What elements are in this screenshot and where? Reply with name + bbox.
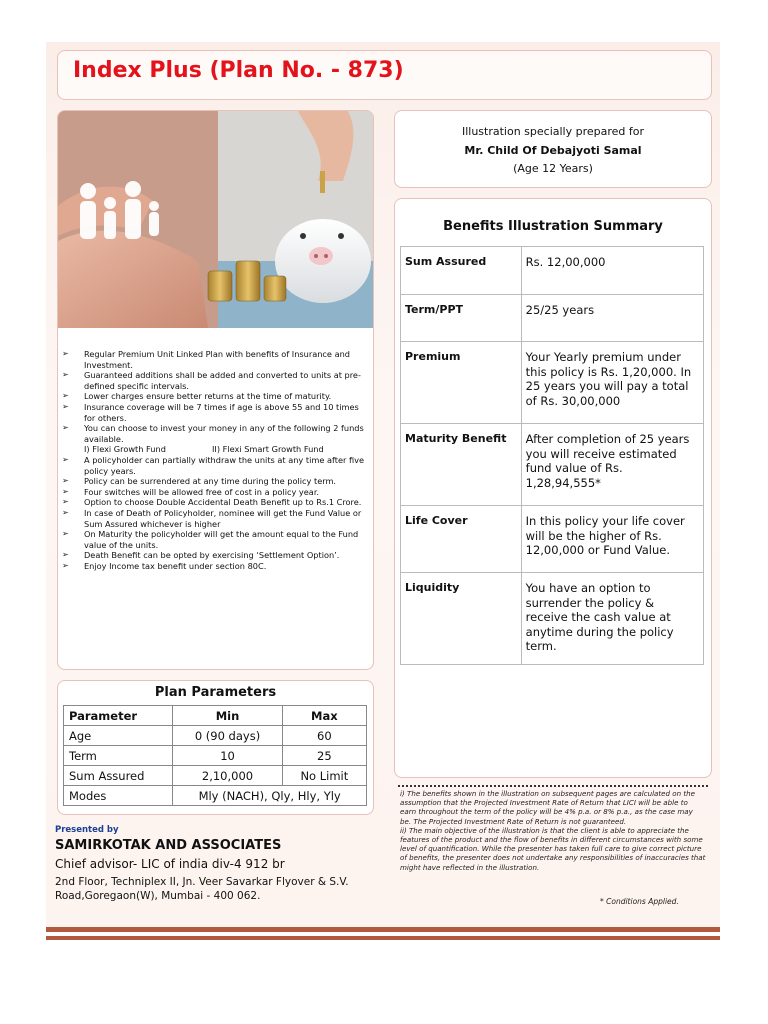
summary-label: Maturity Benefit	[401, 424, 522, 506]
table-row	[401, 247, 704, 295]
table-row	[64, 766, 367, 786]
summary-label: Liquidity	[401, 573, 522, 665]
disclaimer	[400, 789, 706, 872]
table-cell: 25	[282, 746, 366, 766]
table-cell: Sum Assured	[64, 766, 173, 786]
table-cell: 10	[173, 746, 282, 766]
arrow-bullet-icon: ➢	[62, 507, 69, 517]
list-item: ➢ Policy can be surrendered at any time during the policy term.	[62, 476, 337, 487]
column-header: Parameter	[64, 706, 173, 726]
list-item: ➢ On Maturity the policyholder will get the amount equal to the Fund value of the units.	[62, 529, 359, 550]
arrow-bullet-icon: ➢	[62, 476, 69, 486]
prepared-for-box	[394, 110, 712, 188]
prepared-for-label: Illustration specially prepared for	[461, 125, 645, 138]
list-item: ➢ Option to choose Double Accidental Death Benefit up to Rs.1 Crore.	[62, 497, 362, 508]
table-cell: 60	[282, 726, 366, 746]
summary-value: Rs. 12,00,000	[521, 247, 703, 295]
hero-illustration	[58, 111, 374, 328]
features-panel	[57, 110, 374, 670]
benefits-summary-table	[400, 246, 704, 665]
list-item: ➢ In case of Death of Policyholder, nominee will get the Fund Value or Sum Assured whichever is higher	[62, 507, 362, 529]
table-row	[401, 573, 704, 665]
hero-image	[58, 111, 374, 328]
summary-label: Term/PPT	[401, 295, 522, 342]
presented-by-label: Presented by	[55, 825, 119, 835]
arrow-bullet-icon: ➢	[62, 454, 69, 464]
table-cell: Age	[64, 726, 173, 746]
list-item: ➢ Four switches will be allowed free of cost in a policy year.	[62, 486, 320, 497]
table-cell: 0 (90 days)	[173, 726, 282, 746]
plan-parameters-panel	[57, 680, 374, 815]
summary-label: Sum Assured	[401, 247, 522, 295]
table-cell: No Limit	[282, 766, 366, 786]
column-header: Max	[282, 706, 366, 726]
summary-value: You have an option to surrender the policy & receive the cash value at anytime during the policy term.	[521, 573, 703, 665]
table-row	[64, 746, 367, 766]
title-box	[57, 50, 712, 100]
table-cell: Mly (NACH), Qly, Hly, Yly	[173, 786, 367, 806]
disclaimer-i: i) The benefits shown in the illustration on subsequent pages are calculated on the assumption that the Projected Investment Rate of Return that LICI will be able to earn throughout the term of the policy will be 4% p.a. or 8% p.a., as the case may be. The Projected Investment Rate of Return is not guaranteed.	[400, 789, 696, 826]
footer-rule	[46, 927, 720, 932]
list-item: ➢ Death Benefit can be opted by exercising ‘Settlement Option’.	[62, 550, 340, 561]
client-age: (Age 12 Years)	[513, 162, 593, 175]
plan-parameters-title: Plan Parameters	[154, 685, 277, 700]
summary-label: Premium	[401, 342, 522, 424]
summary-title: Benefits Illustration Summary	[443, 219, 663, 234]
table-cell: Term	[64, 746, 173, 766]
benefits-summary-box	[394, 198, 712, 778]
plan-parameters-table	[63, 705, 367, 806]
list-item: ➢ Enjoy Income tax benefit under section 80C.	[62, 560, 267, 571]
arrow-bullet-icon: ➢	[62, 560, 69, 570]
arrow-bullet-icon: ➢	[62, 486, 69, 496]
fund-1: I) Flexi Growth Fund	[84, 444, 166, 455]
company-name: SAMIRKOTAK AND ASSOCIATES	[55, 838, 282, 853]
summary-value: 25/25 years	[521, 295, 703, 342]
table-row	[401, 342, 704, 424]
list-item: ➢ Insurance coverage will be 7 times if age is above 55 and 10 times for others.	[62, 401, 359, 423]
table-row	[64, 726, 367, 746]
column-header: Min	[173, 706, 282, 726]
fund-options	[62, 444, 370, 455]
table-cell: Modes	[64, 786, 173, 806]
summary-value: Your Yearly premium under this policy is Rs. 1,20,000. In 25 years you will pay a total of Rs. 30,00,000	[521, 342, 703, 424]
list-item: ➢ Guaranteed additions shall be added and converted to units at pre-defined specific intervals.	[62, 370, 361, 391]
summary-label: Life Cover	[401, 506, 522, 573]
table-cell: 2,10,000	[173, 766, 282, 786]
page-title: Index Plus (Plan No. - 873)	[73, 58, 404, 83]
arrow-bullet-icon: ➢	[62, 349, 69, 358]
table-header-row	[64, 706, 367, 726]
arrow-bullet-icon: ➢	[62, 391, 69, 401]
arrow-bullet-icon: ➢	[62, 550, 69, 560]
arrow-bullet-icon: ➢	[62, 497, 69, 507]
list-item: ➢ A policyholder can partially withdraw the units at any time after five policy years.	[62, 454, 364, 476]
arrow-bullet-icon: ➢	[62, 401, 69, 411]
list-item: ➢ Lower charges ensure better returns at the time of maturity.	[62, 391, 332, 402]
list-item: ➢ You can choose to invest your money in any of the following 2 funds available.	[62, 423, 364, 444]
arrow-bullet-icon: ➢	[62, 423, 69, 433]
footer-rule	[46, 936, 720, 940]
arrow-bullet-icon: ➢	[62, 370, 69, 380]
feature-list	[62, 349, 370, 571]
table-row	[401, 424, 704, 506]
table-row	[64, 786, 367, 806]
client-name: Mr. Child Of Debajyoti Samal	[464, 144, 642, 157]
disclaimer-ii: ii) The main objective of the illustration is that the client is able to appreciate the features of the product and the flow of benefits in different circumstances with some level of quantification. While the presenter has taken full care to give correct picture of benefits, the presenter does not undertake any responsibilities of inaccuracies that might have reflected in the illustration.	[400, 825, 706, 872]
dotted-divider	[398, 785, 708, 787]
summary-value: In this policy your life cover will be the higher of Rs. 12,00,000 or Fund Value.	[521, 506, 703, 573]
summary-value: After completion of 25 years you will receive estimated fund value of Rs. 1,28,94,555*	[521, 424, 703, 506]
table-row	[401, 506, 704, 573]
arrow-bullet-icon: ➢	[62, 529, 69, 539]
list-item: ➢ Regular Premium Unit Linked Plan with benefits of Insurance and Investment.	[62, 349, 350, 370]
fund-2: II) Flexi Smart Growth Fund	[212, 444, 324, 455]
table-row	[401, 295, 704, 342]
conditions-note: * Conditions Applied.	[600, 897, 679, 906]
address: 2nd Floor, Techniplex II, Jn. Veer Savarkar Flyover & S.V. Road,Goregaon(W), Mumbai - 400 062.	[55, 876, 349, 902]
advisor-line: Chief advisor- LIC of india div-4 912 br	[55, 857, 285, 871]
